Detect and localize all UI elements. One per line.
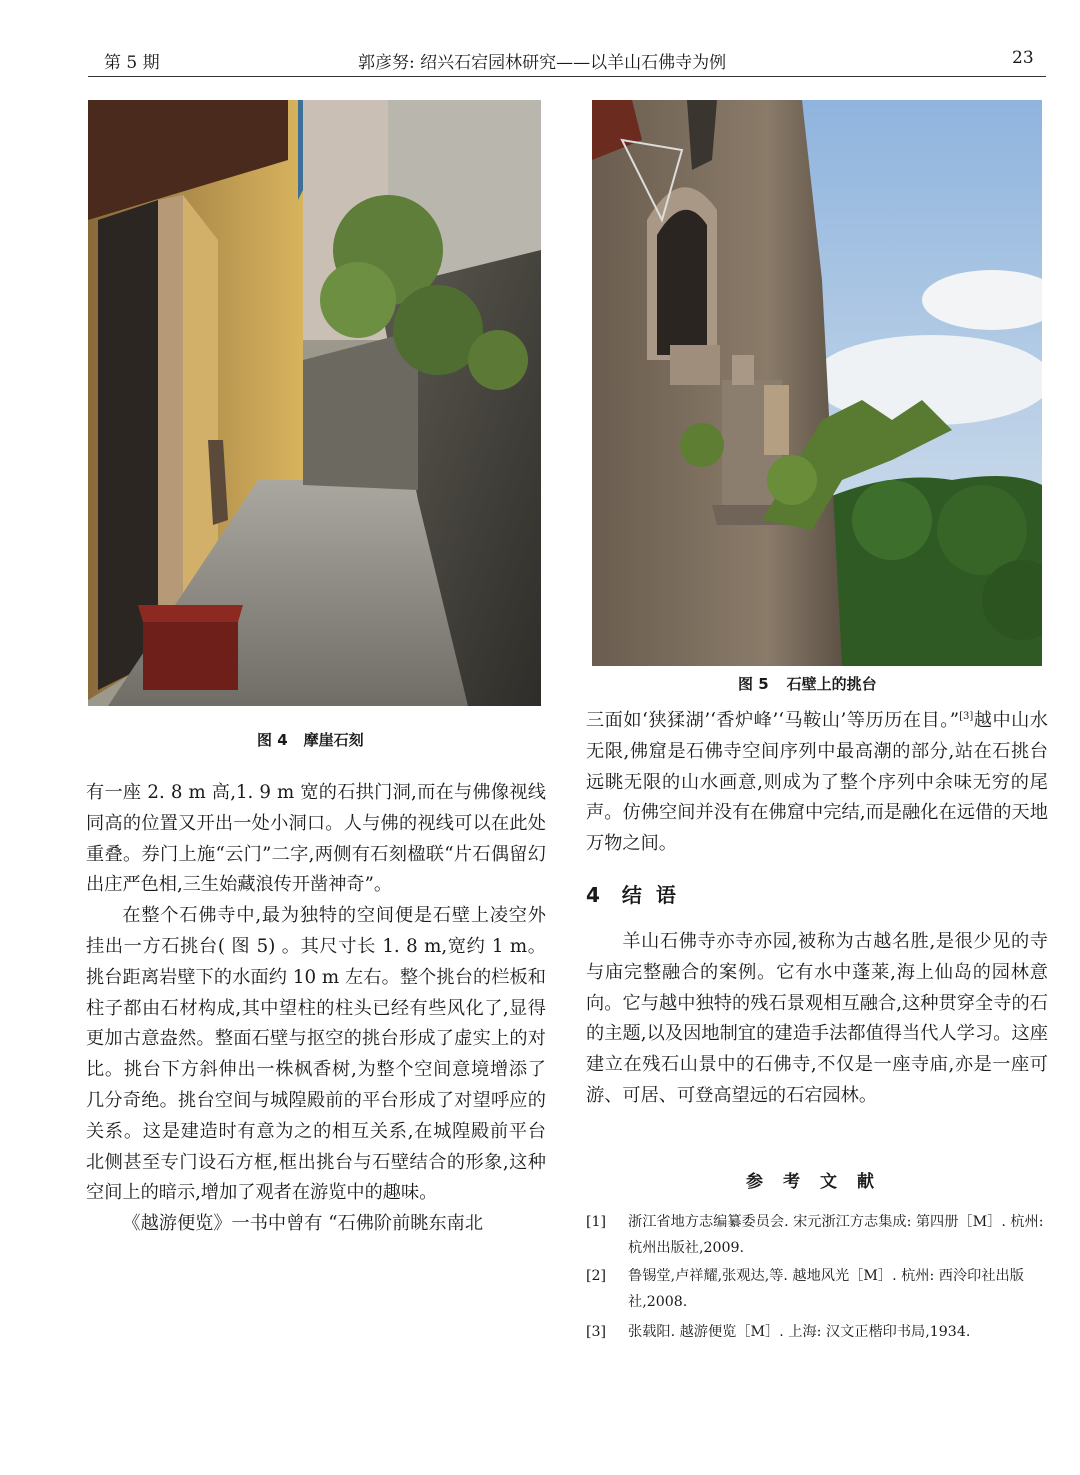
- reference-number: [3]: [586, 1324, 607, 1340]
- page-number: 23: [1012, 48, 1034, 68]
- reference-text: 鲁锡堂,卢祥耀,张观达,等. 越地风光［M］. 杭州: 西泠印社出版社,2008.: [628, 1268, 1024, 1310]
- conclusion: [586, 927, 1048, 1112]
- figure-4-label: 图 4: [257, 731, 288, 749]
- running-title: 郭彦努: 绍兴石宕园林研究——以羊山石佛寺为例: [358, 53, 727, 73]
- paragraph-arch: 有一座 2. 8 m 高,1. 9 m 宽的石拱门洞,而在与佛像视线同高的位置又开出一处小洞口。人与佛的视线可以在此处重叠。券门上施“云门”二字,两侧有石刻楹联“片石偶留幻出庄严色相,三生始藏浪传开凿神奇”。: [86, 782, 546, 896]
- reference-item-3: [586, 1319, 1048, 1345]
- quote-end: 三面如‘狭猱湖’‘香炉峰’‘马鞍山’等历历在目。”: [586, 710, 960, 731]
- paragraph-quote-start: 《越游便览》一书中曾有 “石佛阶前眺东南北: [122, 1213, 484, 1235]
- section-heading: [586, 879, 690, 908]
- reference-number: [1]: [586, 1214, 607, 1230]
- left-column: [86, 778, 546, 1240]
- section-title: 结语: [621, 883, 690, 907]
- references-heading: 参考文献: [746, 1172, 894, 1192]
- journal-issue: 第 5 期: [104, 53, 160, 73]
- citation-3: [3]: [959, 710, 974, 722]
- view-text: 越中山水无限,佛窟是石佛寺空间序列中最高潮的部分,站在石挑台远眺无限的山水画意,则成为了整个序列中余味无穷的尾声。仿佛空间并没有在佛窟中完结,而是融化在远借的天地万物之间。: [586, 710, 1048, 855]
- reference-text: 张载阳. 越游便览［M］. 上海: 汉文正楷印书局,1934.: [628, 1324, 971, 1340]
- figure-4-title: 摩崖石刻: [303, 731, 364, 749]
- figure-5-photo: [592, 100, 1042, 666]
- paragraph-view: [586, 706, 1048, 860]
- section-number: 4: [586, 883, 614, 907]
- reference-item-2: [586, 1263, 1048, 1315]
- header-rule: [88, 76, 1046, 77]
- figure-4-caption: [257, 729, 364, 750]
- right-column-continuation: [586, 706, 1048, 860]
- reference-text: 浙江省地方志编纂委员会. 宋元浙江方志集成: 第四册［M］. 杭州: 杭州出版社,2009.: [628, 1214, 1044, 1256]
- paragraph-platform: 在整个石佛寺中,最为独特的空间便是石壁上凌空外挂出一方石挑台( 图 5) 。其尺寸长 1. 8 m,宽约 1 m。挑台距离岩壁下的水面约 10 m 左右。整个挑台的栏板和柱子都由石材构成,其中望柱的柱头已经有些风化了,显得更加古意盎然。整面石壁与抠空的挑台形成了虚实上的对比。挑台下方斜伸出一株枫香树,为整个空间意境增添了几分奇绝。挑台空间与城隍殿前的平台形成了对望呼应的关系。这是建造时有意为之的相互关系,在城隍殿前平台北侧甚至专门设石方框,框出挑台与石壁结合的形象,这种空间上的暗示,增加了观者在游览中的趣味。: [86, 905, 546, 1204]
- reference-list: [586, 1209, 1048, 1349]
- reference-number: [2]: [586, 1268, 607, 1284]
- figure-4-photo: [88, 100, 541, 706]
- conclusion-paragraph: 羊山石佛寺亦寺亦园,被称为古越名胜,是很少见的寺与庙完整融合的案例。它有水中蓬莱,海上仙岛的园林意向。它与越中独特的残石景观相互融合,这种贯穿全寺的石的主题,以及因地制宜的建造手法都值得当代人学习。这座建立在残石山景中的石佛寺,不仅是一座寺庙,亦是一座可游、可居、可登高望远的石宕园林。: [586, 931, 1048, 1106]
- figure-5-caption: [738, 673, 877, 694]
- figure-5-title: 石壁上的挑台: [786, 675, 877, 693]
- figure-5-label: 图 5: [738, 675, 769, 693]
- reference-item-1: [586, 1209, 1048, 1261]
